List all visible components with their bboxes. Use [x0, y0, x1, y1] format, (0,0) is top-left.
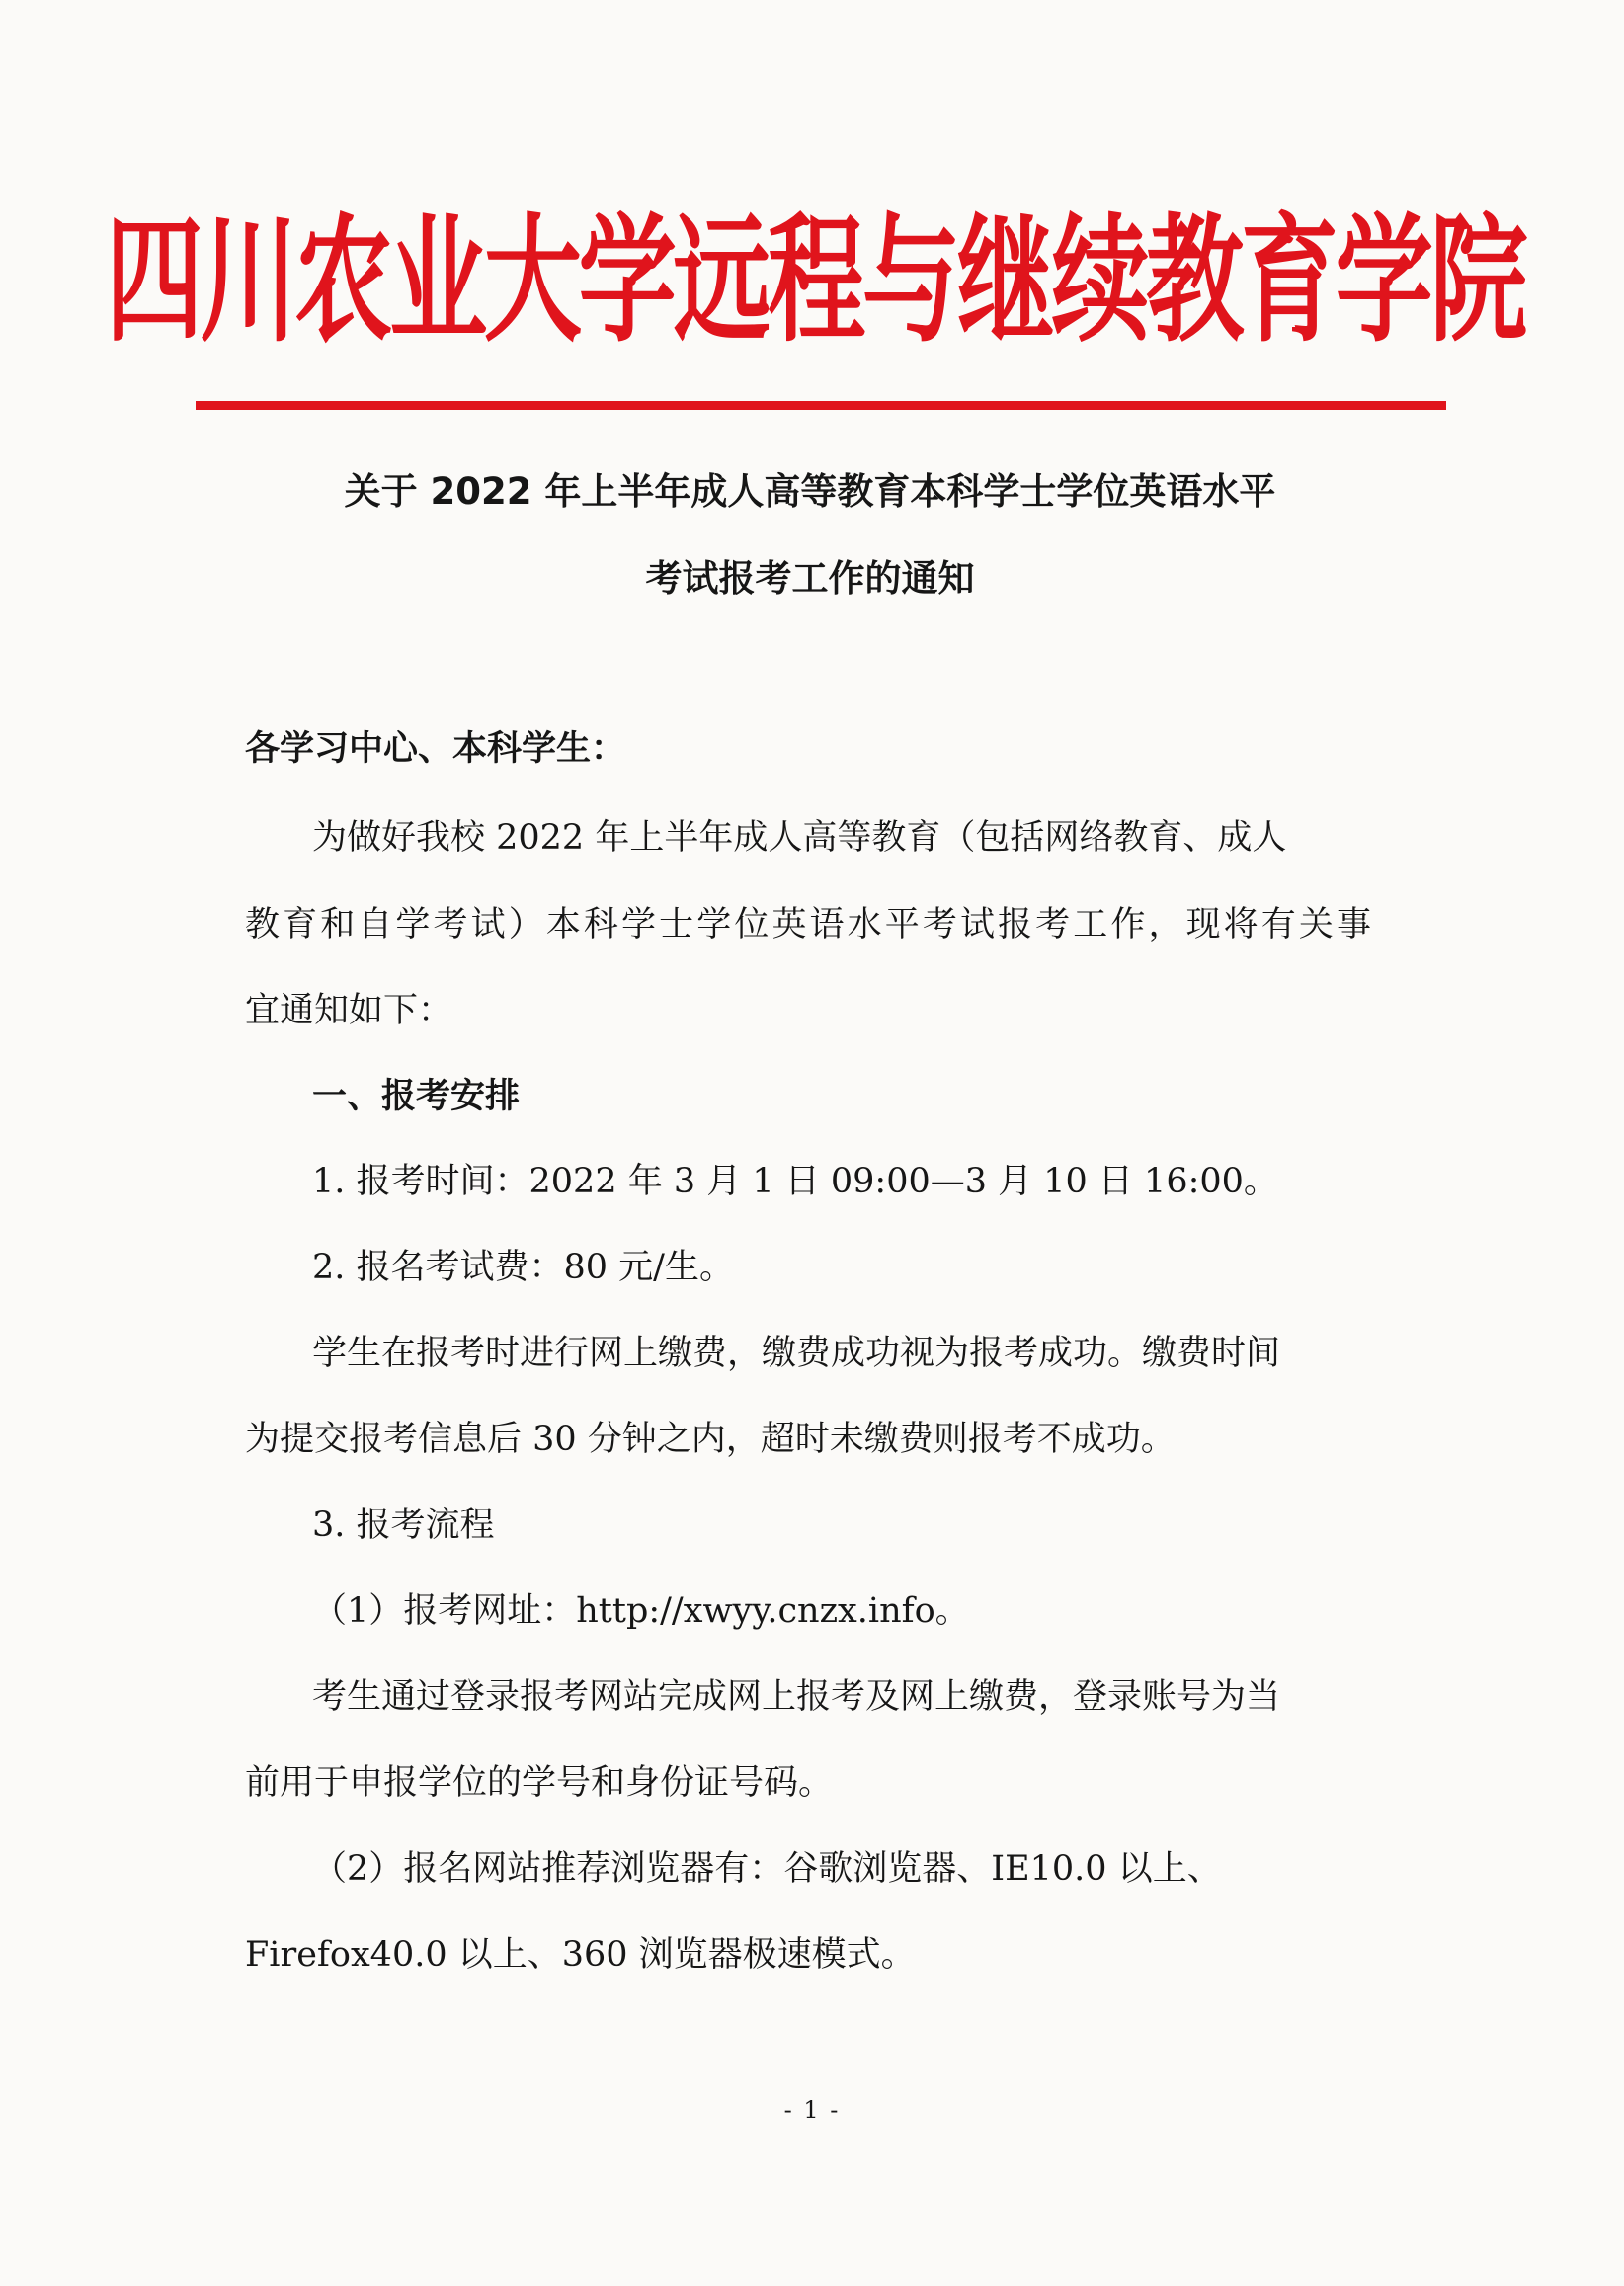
section-heading: 一、报考安排 — [312, 1077, 521, 1116]
exam-fee: 2. 报名考试费：80 元/生。 — [312, 1248, 734, 1287]
masthead — [105, 170, 1525, 367]
red-divider — [196, 401, 1446, 410]
notice-title-line-2: 考试报考工作的通知 — [645, 557, 975, 600]
payment-line-2: 为提交报考信息后 30 分钟之内，超时未缴费则报考不成功。 — [245, 1420, 1176, 1459]
intro-line-3: 宜通知如下： — [245, 991, 453, 1030]
browser-line-1: （2）报名网站推荐浏览器有：谷歌浏览器、IE10.0 以上、 — [312, 1849, 1222, 1889]
notice-title-line-1: 关于 2022 年上半年成人高等教育本科学士学位英语水平 — [344, 470, 1276, 513]
page-number: - 1 - — [783, 2096, 841, 2124]
intro-line-2: 教育和自学考试）本科学士学位英语水平考试报考工作，现将有关事 — [245, 905, 1371, 944]
report-url: （1）报考网址：http://xwyy.cnzx.info。 — [312, 1592, 970, 1631]
process-heading: 3. 报考流程 — [312, 1506, 495, 1545]
payment-line-1: 学生在报考时进行网上缴费，缴费成功视为报考成功。缴费时间 — [312, 1334, 1281, 1373]
browser-line-2: Firefox40.0 以上、360 浏览器极速模式。 — [245, 1935, 916, 1975]
login-note-line-2: 前用于申报学位的学号和身份证号码。 — [245, 1763, 834, 1803]
institution-name: 四川农业大学远程与继续教育学院 — [105, 200, 1525, 362]
salutation: 各学习中心、本科学生： — [245, 729, 626, 769]
login-note-line-1: 考生通过登录报考网站完成网上报考及网上缴费，登录账号为当 — [312, 1677, 1281, 1717]
intro-line-1: 为做好我校 2022 年上半年成人高等教育（包括网络教育、成人 — [312, 818, 1287, 857]
report-time: 1. 报考时间：2022 年 3 月 1 日 09:00—3 月 10 日 16:00。 — [312, 1162, 1278, 1201]
